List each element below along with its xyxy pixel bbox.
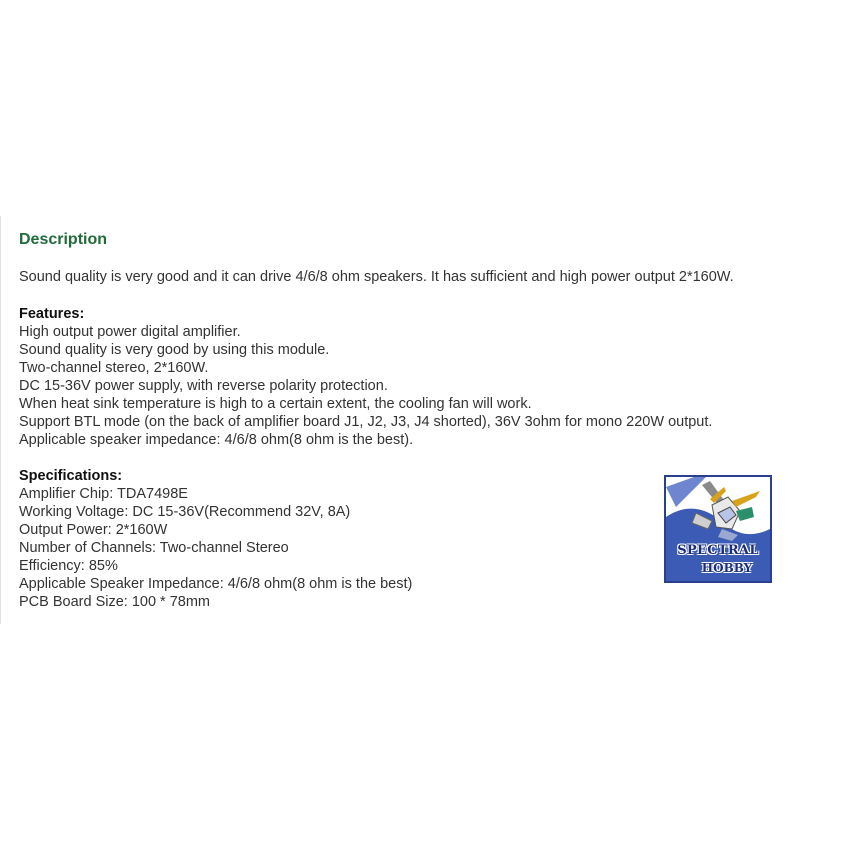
feature-item: High output power digital amplifier.	[19, 324, 241, 340]
description-heading: Description	[19, 231, 108, 248]
features-section	[19, 305, 712, 449]
feature-item: DC 15-36V power supply, with reverse polarity protection.	[19, 378, 388, 394]
spec-item: Output Power: 2*160W	[19, 522, 168, 538]
feature-item: When heat sink temperature is high to a certain extent, the cooling fan will work.	[19, 396, 532, 412]
spectral-hobby-logo	[664, 475, 772, 583]
description-intro: Sound quality is very good and it can drive 4/6/8 ohm speakers. It has sufficient and high power output 2*160W.	[19, 269, 734, 285]
feature-item: Support BTL mode (on the back of amplifier board J1, J2, J3, J4 shorted), 36V 3ohm for mono 220W output.	[19, 414, 713, 430]
spec-item: Amplifier Chip: TDA7498E	[19, 486, 188, 502]
specifications-section	[19, 467, 412, 611]
feature-item: Sound quality is very good by using this module.	[19, 342, 330, 358]
specifications-title: Specifications:	[19, 468, 123, 484]
spec-item: Number of Channels: Two-channel Stereo	[19, 540, 289, 556]
feature-item: Applicable speaker impedance: 4/6/8 ohm(8 ohm is the best).	[19, 432, 414, 448]
spec-item: Efficiency: 85%	[19, 558, 118, 574]
product-description-panel	[0, 216, 841, 624]
feature-item: Two-channel stereo, 2*160W.	[19, 360, 209, 376]
spec-item: PCB Board Size: 100 * 78mm	[19, 594, 211, 610]
logo-text-hobby: HOBBY	[701, 561, 753, 575]
spec-item: Working Voltage: DC 15-36V(Recommend 32V, 8A)	[19, 504, 351, 520]
spec-item: Applicable Speaker Impedance: 4/6/8 ohm(8 ohm is the best)	[19, 576, 413, 592]
logo-text-spectral: SPECTRAL	[677, 543, 759, 558]
features-title: Features:	[19, 306, 85, 322]
